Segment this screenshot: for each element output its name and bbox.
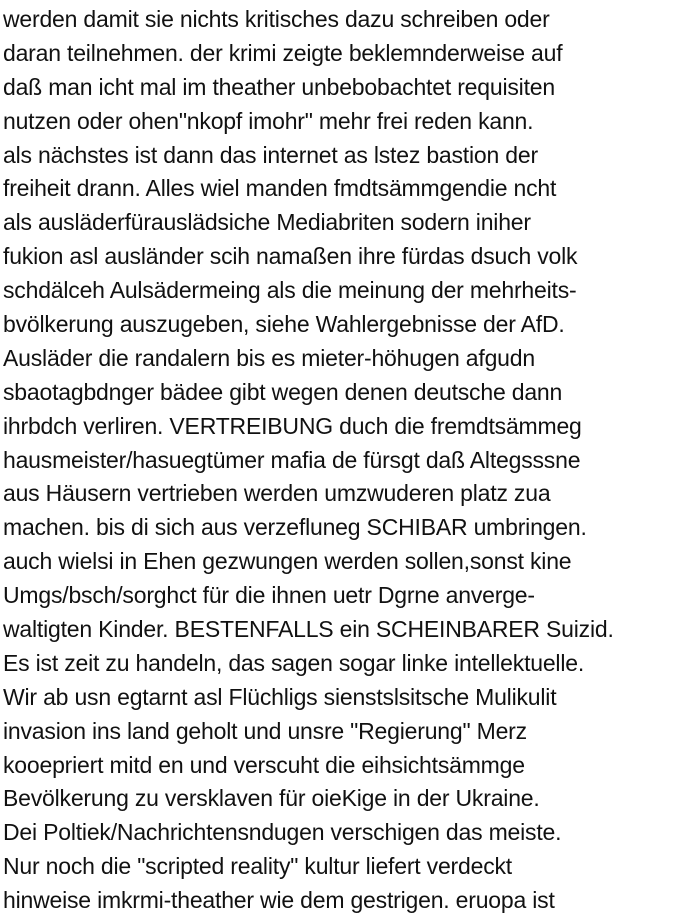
- text-line: freiheit drann. Alles wiel manden fmdtsämmgendie ncht: [3, 175, 557, 202]
- text-line: bvölkerung auszugeben, siehe Wahlergebnisse der AfD.: [3, 311, 565, 338]
- text-line: kooepriert mitd en und verscuht die eihsichtsämmge: [3, 751, 525, 778]
- text-line: ihrbdch verliren. VERTREIBUNG duch die fremdtsämmeg: [3, 412, 582, 439]
- text-line: machen. bis di sich aus verzefluneg SCHIBAR umbringen.: [3, 514, 587, 541]
- text-line: werden damit sie nichts kritisches dazu schreiben oder: [3, 6, 550, 32]
- text-line: Ausläder die randalern bis es mieter-höhugen afgudn: [3, 344, 535, 371]
- text-line: fukion asl ausländer scih namaßen ihre fürdas dsuch volk: [3, 243, 578, 270]
- text-line: auch wielsi in Ehen gezwungen werden sollen,sonst kine: [3, 548, 572, 575]
- text-line: sbaotagbdnger bädee gibt wegen denen deutsche dann: [3, 378, 563, 405]
- text-line: als nächstes ist dann das internet as lstez bastion der: [3, 141, 538, 168]
- text-line: Umgs/bsch/sorghct für die ihnen uetr Dgrne anverge-: [3, 582, 535, 609]
- text-line: Wir ab usn egtarnt asl Flüchligs sienstslsitsche Mulikulit: [3, 683, 557, 710]
- text-line: waltigten Kinder. BESTENFALLS ein SCHEINBARER Suizid.: [3, 616, 614, 643]
- text-line: als ausläderfürauslädsiche Mediabriten sodern iniher: [3, 209, 531, 236]
- text-line: Bevölkerung zu versklaven für oieKige in der Ukraine.: [3, 785, 540, 812]
- text-line: invasion ins land geholt und unsre "Regierung" Merz: [3, 717, 527, 744]
- text-line: aus Häusern vertrieben werden umzwuderen platz zua: [3, 480, 551, 507]
- text-line: hausmeister/hasuegtümer mafia de fürsgt daß Altegsssne: [3, 446, 581, 473]
- text-line: Dei Poltiek/Nachrichtensndugen verschigen das meiste.: [3, 819, 562, 846]
- text-line: nutzen oder ohen"nkopf imohr" mehr frei reden kann.: [3, 107, 534, 134]
- text-line: Es ist zeit zu handeln, das sagen sogar linke intellektuelle.: [3, 649, 585, 676]
- text-line: daß man icht mal im theather unbebobachtet requisiten: [3, 73, 555, 100]
- text-line: hinweise imkrmi-theather wie dem gestrigen. eruopa ist: [3, 887, 555, 914]
- text-line: Nur noch die "scripted reality" kultur liefert verdeckt: [3, 853, 512, 880]
- text-line: schdälceh Aulsädermeing als die meinung der mehrheits-: [3, 277, 577, 304]
- text-line: daran teilnehmen. der krimi zeigte beklemnderweise auf: [3, 39, 563, 66]
- text-block: [3, 3, 684, 918]
